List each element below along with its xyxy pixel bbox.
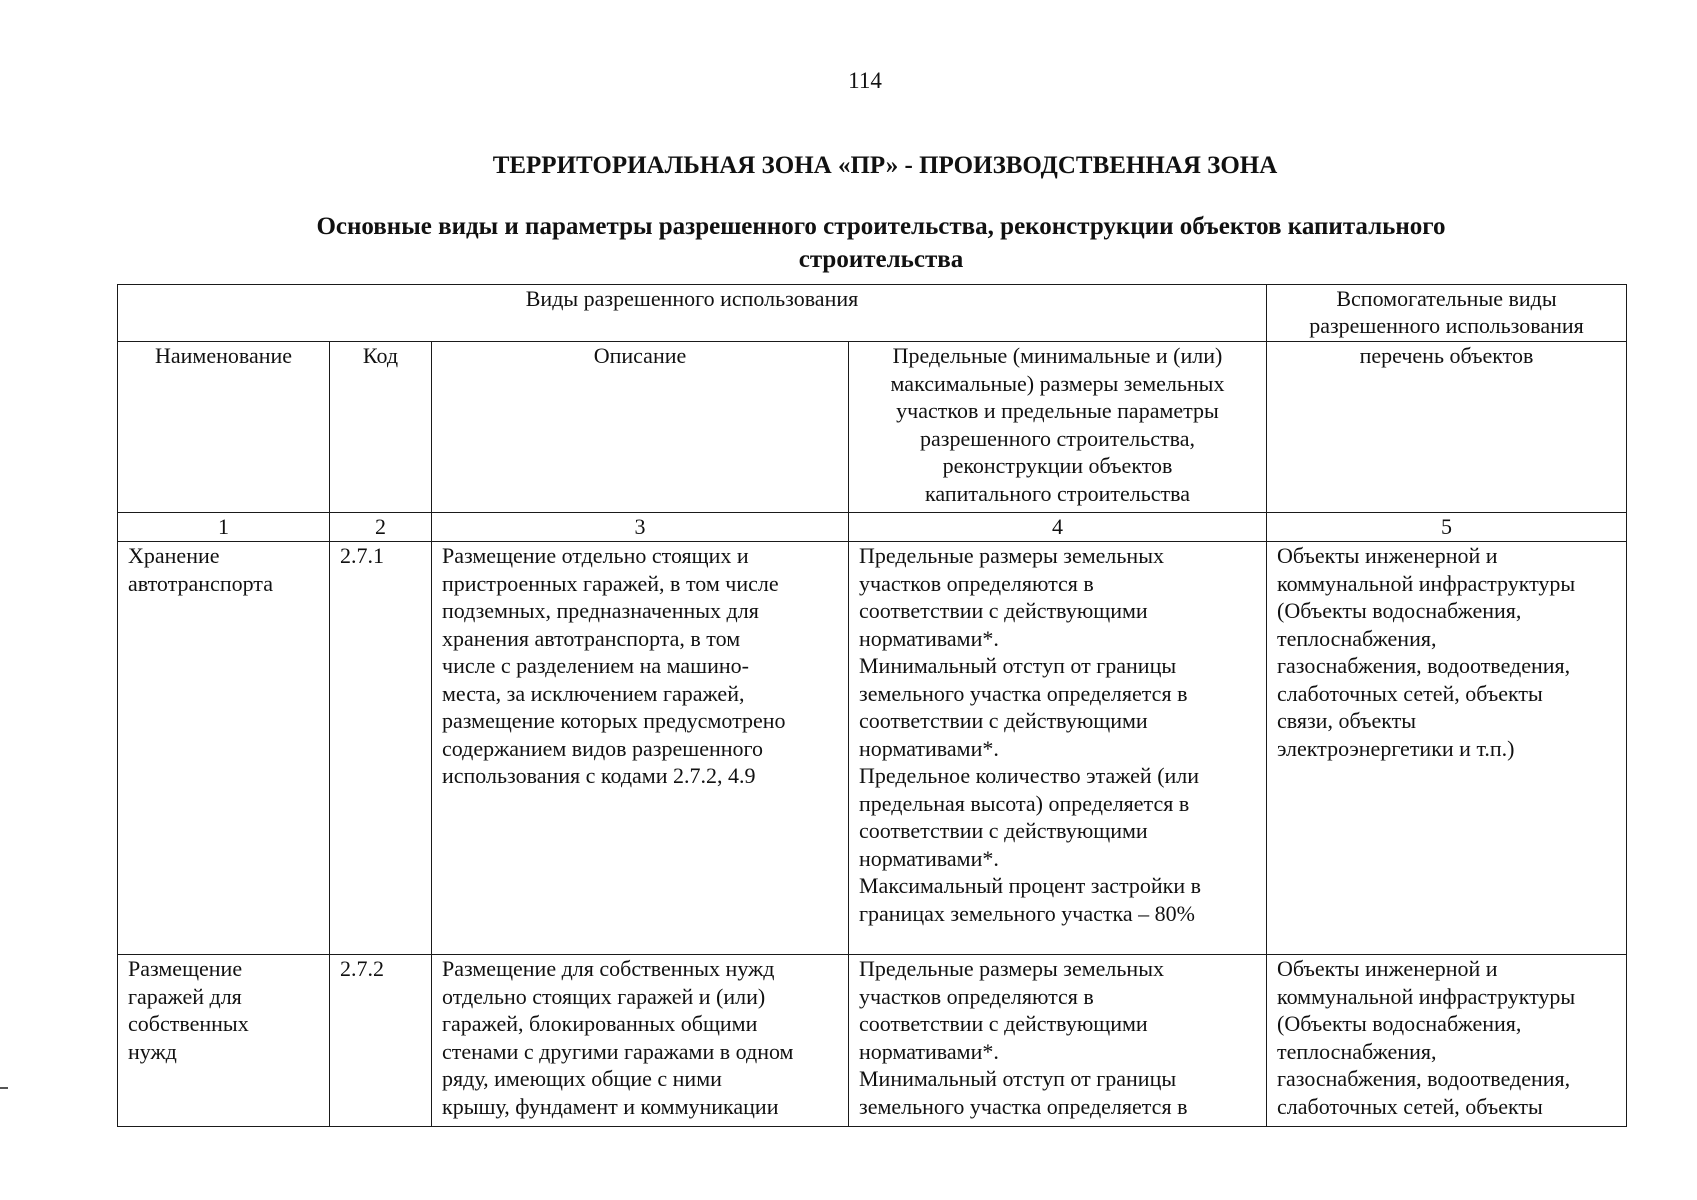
column-number: 1 — [118, 513, 330, 542]
column-header-code: Код — [330, 342, 432, 513]
column-number: 2 — [330, 513, 432, 542]
row-name: Хранение автотранспорта — [118, 542, 330, 955]
row-description: Размещение для собственных нужд отдельно стоящих гаражей и (или) гаражей, блокированных общими стенами с другими гаражами в одном ряду, имеющих общие с ними крышу, фундамент и коммуникации — [432, 955, 849, 1127]
row-name: Размещение гаражей для собственных нужд — [118, 955, 330, 1127]
column-header-description: Описание — [432, 342, 849, 513]
page-number: 114 — [848, 68, 882, 93]
section-subtitle: Основные виды и параметры разрешенного строительства, реконструкции объектов капитального строительства — [316, 213, 1446, 273]
row-description: Размещение отдельно стоящих и пристроенных гаражей, в том числе подземных, предназначенных для хранения автотранспорта, в том числе с разделением на машино- места, за исключением гаражей, размещение которых предусмотрено содержанием видов разрешенного использования с кодами 2.7.2, 4.9 — [432, 542, 849, 955]
group-header-main: Виды разрешенного использования — [118, 285, 1267, 342]
column-header-aux-objects: перечень объектов — [1267, 342, 1627, 513]
table-row — [118, 542, 1627, 955]
column-number: 3 — [432, 513, 849, 542]
table-row — [118, 955, 1627, 1127]
column-number: 4 — [849, 513, 1267, 542]
zone-title: ТЕРРИТОРИАЛЬНАЯ ЗОНА «ПР» - ПРОИЗВОДСТВЕННАЯ ЗОНА — [492, 152, 1278, 179]
column-header-name: Наименование — [118, 342, 330, 513]
row-limits: Предельные размеры земельных участков определяются в соответствии с действующими нормативами*. Минимальный отступ от границы земельного участка определяется в соответствии с действующими нормативами*. Предельное количество этажей (или предельная высота) определяется в соответствии с действующими нормативами*. Максимальный процент застройки в границах земельного участка – 80% — [849, 542, 1267, 955]
group-header-row — [118, 285, 1627, 342]
row-code: 2.7.2 — [330, 955, 432, 1127]
group-header-aux: Вспомогательные виды разрешенного использования — [1267, 285, 1627, 342]
land-use-table — [117, 284, 1627, 1127]
column-number: 5 — [1267, 513, 1627, 542]
row-aux-objects: Объекты инженерной и коммунальной инфраструктуры (Объекты водоснабжения, теплоснабжения, газоснабжения, водоотведения, слаботочных сетей, объекты — [1267, 955, 1627, 1127]
row-limits: Предельные размеры земельных участков определяются в соответствии с действующими нормативами*. Минимальный отступ от границы земельного участка определяется в — [849, 955, 1267, 1127]
row-aux-objects: Объекты инженерной и коммунальной инфраструктуры (Объекты водоснабжения, теплоснабжения, газоснабжения, водоотведения, слаботочных сетей, объекты связи, объекты электроэнергетики и т.п.) — [1267, 542, 1627, 955]
column-number-row — [118, 513, 1627, 542]
row-code: 2.7.1 — [330, 542, 432, 955]
column-header-row — [118, 342, 1627, 513]
margin-mark — [0, 1087, 8, 1089]
column-header-limits: Предельные (минимальные и (или) максимальные) размеры земельных участков и предельные параметры разрешенного строительства, реконструкции объектов капитального строительства — [849, 342, 1267, 513]
